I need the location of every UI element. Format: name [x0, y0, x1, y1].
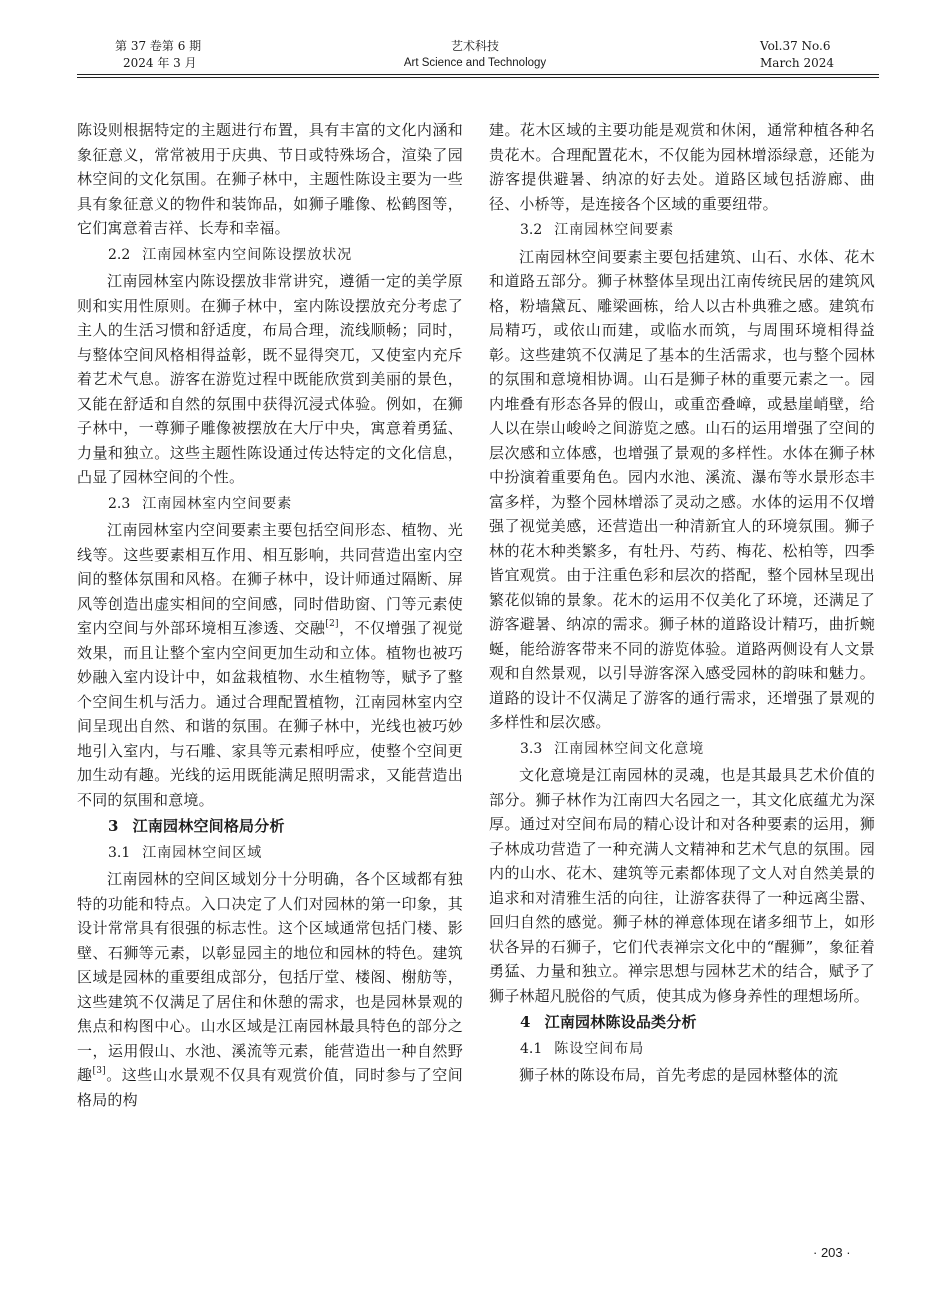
paragraph: 狮子林的陈设布局，首先考虑的是园林整体的流: [519, 1066, 839, 1084]
page-number: · 203 ·: [813, 1245, 851, 1260]
section-heading-4: [489, 1010, 875, 1035]
section-number: 4: [520, 1013, 531, 1031]
paragraph: [77, 518, 463, 812]
section-heading-3-1: [77, 841, 463, 866]
page-header: [0, 0, 950, 76]
section-heading-3: [77, 814, 463, 839]
section-title: 江南园林空间文化意境: [554, 740, 705, 757]
section-heading-3-3: [489, 737, 875, 762]
paragraph-text: ，不仅增强了视觉效果，而且让整个室内空间更加生动和立体。植物也被巧妙融入室内设计中，如盆栽植物、水生植物等，赋予了整个空间生机与活力。通过合理配置植物，江南园林室内空间呈现出自然、和谐的氛围。在狮子林中，光线也被巧妙地引入室内，与石雕、家具等元素相呼应，使整个空间更加生动有趣。光线的运用既能满足照明需求，又能营造出不同的氛围和意境。: [77, 619, 463, 809]
volume-issue: 第 37 卷第 6 期: [115, 39, 202, 53]
header-rule-top: [77, 74, 879, 75]
section-heading-4-1: [489, 1037, 875, 1062]
section-title: 江南园林室内空间陈设摆放状况: [142, 246, 353, 263]
paragraph: 江南园林空间要素主要包括建筑、山石、水体、花木和道路五部分。狮子林整体呈现出江南传统民居的建筑风格，粉墙黛瓦、雕梁画栋，给人以古朴典雅之感。建筑布局精巧，或依山而建，或临水而筑，与周围环境相得益彰。这些建筑不仅满足了基本的生活需求，也与整个园林的氛围和意境相协调。山石是狮子林的重要元素之一。园内堆叠有形态各异的假山，或重峦叠嶂，或悬崖峭壁，给人以在崇山峻岭之间游览之感。山石的运用增强了空间的层次感和立体感，也增强了景观的多样性。水体在狮子林中扮演着重要角色。园内水池、溪流、瀑布等水景形态丰富多样，为整个园林增添了灵动之感。水体的运用不仅增强了视觉美感，还营造出一种清新宜人的环境氛围。狮子林的花木种类繁多，有牡丹、芍药、梅花、松柏等，四季皆宜观赏。由于注重色彩和层次的搭配，整个园林呈现出繁花似锦的景象。花木的运用不仅美化了环境，还满足了游客避暑、纳凉的需求。狮子林的道路设计精巧，曲折蜿蜒，能给游客带来不同的游览体验。道路两侧设有人文景观和自然景观，以引导游客深入感受园林的韵味和魅力。道路的设计不仅满足了游客的通行需求，还增强了景观的多样性和层次感。: [489, 247, 875, 731]
section-heading-2-2: [77, 243, 463, 268]
journal-title-cn: 艺术科技: [450, 39, 499, 53]
paragraph: 江南园林室内陈设摆放非常讲究，遵循一定的美学原则和实用性原则。在狮子林中，室内陈设摆放充分考虑了主人的生活习惯和舒适度，布局合理，流线顺畅；同时，与整体空间风格相得益彰，既不显得突兀，又使室内充斥着艺术气息。游客在游览过程中既能欣赏到美丽的景色，又能在舒适和自然的氛围中获得沉浸式体验。例如，在狮子林中，一尊狮子雕像被摆放在大厅中央，寓意着勇猛、力量和独立。这些主题性陈设通过传达特定的文化信息，凸显了园林空间的个性。: [77, 272, 463, 486]
section-title: 江南园林陈设品类分析: [544, 1013, 697, 1031]
section-number: 3.2: [520, 222, 543, 238]
section-heading-3-2: [489, 218, 875, 243]
paragraph: 陈设则根据特定的主题进行布置，具有丰富的文化内涵和象征意义，常常被用于庆典、节日或特殊场合，渲染了园林空间的文化氛围。在狮子林中，主题性陈设主要为一些具有象征意义的物件和装饰品，如狮子雕像、松鹤图等，它们寓意着吉祥、长寿和幸福。: [77, 121, 463, 237]
header-rule-bottom: [77, 77, 879, 78]
journal-volume-info-en: [760, 38, 834, 72]
section-number: 3.3: [520, 740, 543, 757]
section-number: 2.2: [108, 246, 131, 263]
paragraph-text: 江南园林的空间区域划分十分明确，各个区域都有独特的功能和特点。入口决定了人们对园林的第一印象，其设计常常具有很强的标志性。这个区域通常包括门楼、影壁、石狮等元素，以彰显园主的地位和园林的特色。建筑区域是园林的重要组成部分，包括厅堂、楼阁、榭舫等，这些建筑不仅满足了居住和休憩的需求，也是园林景观的焦点和构图中心。山水区域是江南园林最具特色的部分之一，运用假山、水池、溪流等元素，能营造出一种自然野趣: [77, 870, 463, 1084]
section-number: 4.1: [520, 1040, 543, 1057]
citation-ref: [3]: [92, 1066, 106, 1076]
paragraph-text: 江南园林室内空间要素主要包括空间形态、植物、光线等。这些要素相互作用、相互影响，共同营造出室内空间的整体氛围和风格。在狮子林中，设计师通过隔断、屏风等创造出虚实相间的空间感，同时借助窗、门等元素使室内空间与外部环境相互渗透、交融: [77, 521, 463, 637]
right-column: [489, 118, 875, 1088]
section-title: 江南园林空间要素: [554, 222, 675, 238]
section-title: 江南园林空间区域: [142, 844, 263, 861]
journal-title-en: Art Science and Technology: [403, 57, 547, 69]
paragraph-text: 。这些山水景观不仅具有观赏价值，同时参与了空间格局的构: [77, 1066, 463, 1109]
paragraph: [77, 867, 463, 1112]
section-title: 江南园林室内空间要素: [142, 495, 293, 512]
issue-date: 2024 年 3 月: [123, 56, 197, 70]
section-heading-2-3: [77, 492, 463, 517]
section-number: 3: [108, 817, 119, 835]
section-title: 江南园林空间格局分析: [132, 817, 285, 835]
section-number: 2.3: [108, 495, 131, 512]
volume-issue-en: Vol.37 No.6: [760, 39, 831, 53]
issue-date-en: March 2024: [760, 56, 834, 70]
section-number: 3.1: [108, 844, 131, 861]
paragraph: 文化意境是江南园林的灵魂，也是其最具艺术价值的部分。狮子林作为江南四大名园之一，其文化底蕴尤为深厚。通过对空间布局的精心设计和对各种要素的运用，狮子林成功营造了一种充满人文精神和艺术气息的氛围。园内的山水、花木、建筑等元素都体现了文人对自然美景的追求和对清雅生活的向往，让游客获得了一种远离尘嚣、回归自然的感觉。狮子林的禅意体现在诸多细节上，如形状各异的石狮子，它们代表禅宗文化中的“醒狮”，象征着勇猛、力量和独立。禅宗思想与园林艺术的结合，赋予了狮子林超凡脱俗的气质，使其成为修身养性的理想场所。: [489, 766, 875, 1005]
paragraph: 建。花木区域的主要功能是观赏和休闲，通常种植各种名贵花木。合理配置花木，不仅能为园林增添绿意，还能为游客提供避暑、纳凉的好去处。道路区域包括游廊、曲径、小桥等，是连接各个区域的重要纽带。: [489, 121, 875, 213]
left-column: [77, 118, 463, 1112]
citation-ref: [2]: [325, 619, 339, 629]
section-title: 陈设空间布局: [554, 1040, 645, 1057]
